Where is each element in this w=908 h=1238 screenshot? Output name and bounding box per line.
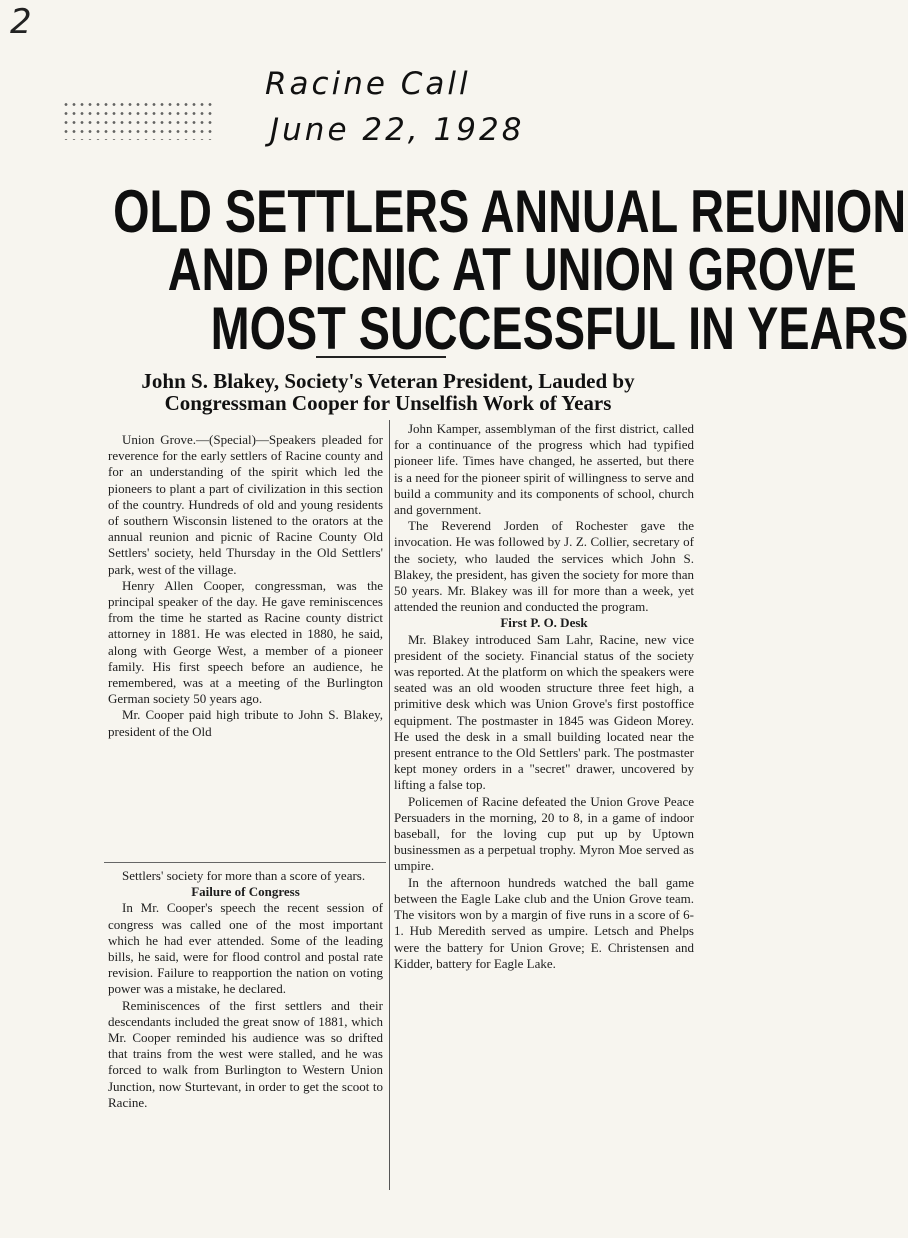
headline-line-2: AND PICNIC AT UNION GROVE — [167, 236, 857, 303]
paragraph: In Mr. Cooper's speech the recent session of congress was called one of the most important which he had ever attended. Some of the leading bills, he said, were for flood control and postal rate revision. Failure to reapportion the nation on voting power was a mistake, he declared. — [108, 900, 383, 997]
paragraph: Mr. Cooper paid high tribute to John S. Blakey, president of the Old — [108, 707, 383, 739]
headline-line-1: OLD SETTLERS ANNUAL REUNION — [113, 178, 907, 245]
column-divider — [389, 420, 390, 1190]
paragraph: Mr. Blakey introduced Sam Lahr, Racine, new vice president of the society. Financial status of the society was reported. At the platform on which the speakers were seated was an old wooden structure three feet high, a primitive desk which was Union Grove's first postoffice equipment. The postmaster in 1845 was Gideon Morey. He used the desk in a small building located near the present entrance to the Old Settlers' park. The postmaster kept money orders in a "secret" drawer, uncovered by lifting a false top. — [394, 631, 694, 793]
paragraph: Reminiscences of the first settlers and their descendants included the great snow of 1881, which Mr. Cooper reminded his audience was so drifted that trains from the west were stalled, and he was forced to walk from Burlington to Western Union Junction, now Sturtevant, in order to get the scoot to Racine. — [108, 997, 383, 1110]
article-column-1-continued — [108, 868, 383, 1111]
paragraph: John Kamper, assemblyman of the first district, called for a continuance of the progress which had typified pioneer life. Times have changed, he asserted, but there is a need for the pioneer spirit of willingness to serve and build a community and its components of school, church and government. — [394, 421, 694, 518]
paragraph: Henry Allen Cooper, congressman, was the principal speaker of the day. He gave reminiscences from the time he started as Racine county district attorney in 1881. He was elected in 1880, he said, along with George West, a member of a pioneer family. His first speech before an audience, he remembered, was at a meeting of the Burlington German society 50 years ago. — [108, 577, 383, 707]
paragraph: Settlers' society for more than a score of years. — [122, 868, 366, 883]
perforation-dots — [62, 100, 212, 140]
handwritten-source: Racine Call — [265, 66, 471, 102]
article-column-2 — [394, 421, 694, 972]
paragraph: Policemen of Racine defeated the Union Grove Peace Persuaders in the morning, 20 to 8, in a game of indoor baseball, for the loving cup put up by Uptown businessmen as a perpetual trophy. Myron Moe served as umpire. — [394, 793, 694, 874]
paragraph: In the afternoon hundreds watched the ball game between the Eagle Lake club and the Union Grove team. The visitors won by a margin of five runs in a score of 6-1. Hub Meredith served as umpire. Letsch and Phelps were the battery for Union Grove; E. Christensen and Kidder, battery for Eagle Lake. — [394, 874, 694, 971]
subheadline-line-1: John S. Blakey, Society's Veteran President, Lauded by — [141, 369, 635, 393]
section-subhead: Failure of Congress — [191, 884, 300, 900]
handwritten-date: June 22, 1928 — [270, 112, 525, 148]
subheadline-line-2: Congressman Cooper for Unselfish Work of Years — [164, 391, 612, 415]
page-number: 2 — [10, 2, 32, 42]
headline-rule — [316, 356, 446, 358]
article-column-1 — [108, 432, 383, 740]
clipping-cut-line — [104, 862, 386, 863]
headline-line-3: MOST SUCCESSFUL IN YEARS — [210, 295, 908, 362]
section-subhead: First P. O. Desk — [500, 615, 588, 631]
paragraph: Union Grove.—(Special)—Speakers pleaded for reverence for the early settlers of Racine county and for an understanding of the spirit which led the pioneers to plant a part of civilization in this section of the country. Hundreds of old and young residents of southern Wisconsin listened to the orators at the annual reunion and picnic of Racine County Old Settlers' society, held Thursday in the Old Settlers' park, west of the village. — [108, 432, 383, 577]
subheadline — [108, 370, 668, 414]
paragraph: The Reverend Jorden of Rochester gave the invocation. He was followed by J. Z. Collier, secretary of the society, who lauded the services which John S. Blakey, the president, has given the society for more than 50 years. Mr. Blakey was ill for more than a week, yet attended the reunion and conducted the program. — [394, 518, 694, 615]
